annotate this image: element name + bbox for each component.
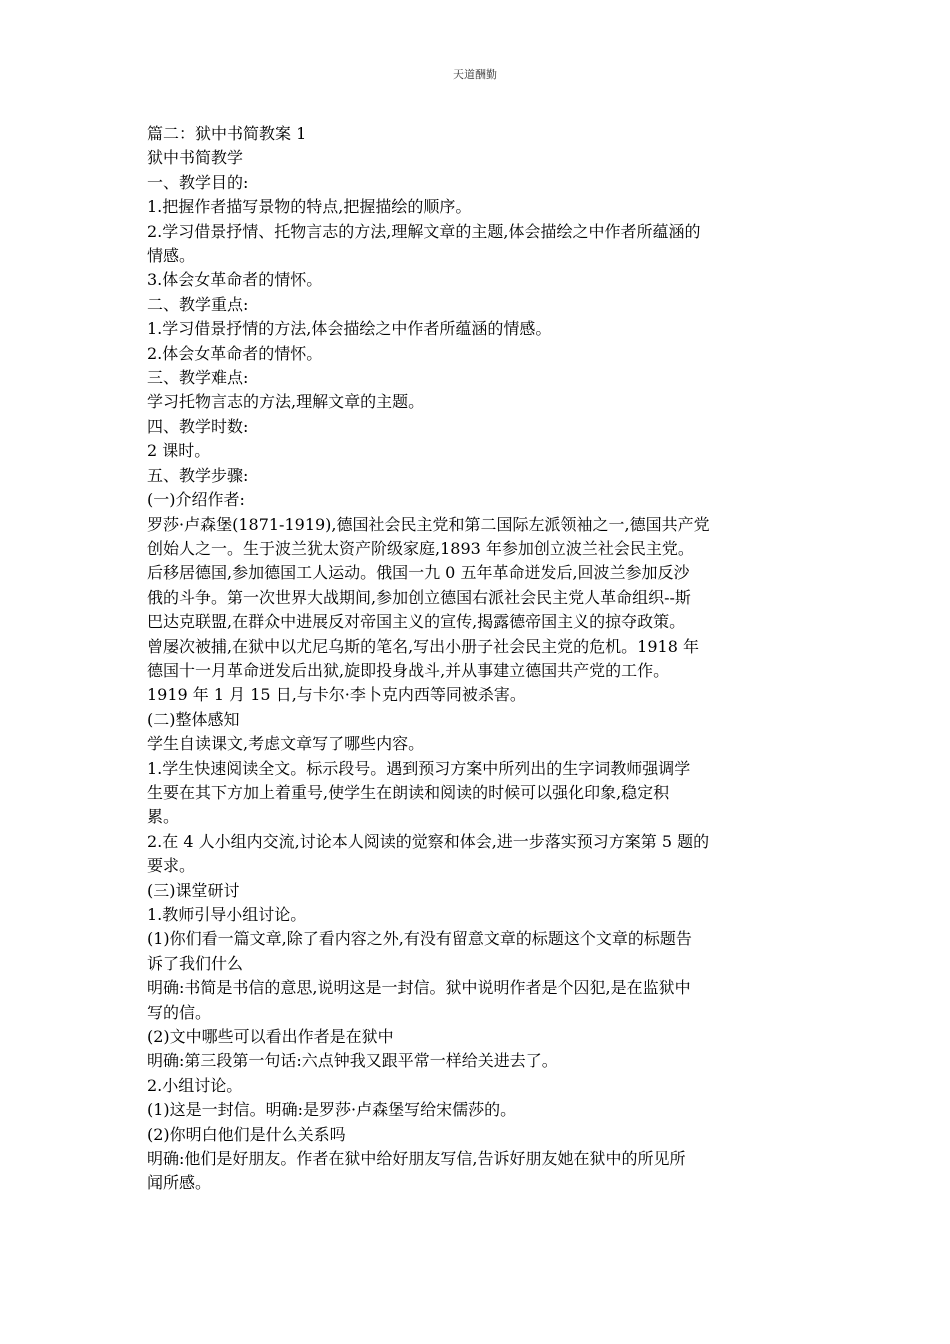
text-line: 诉了我们什么: [147, 953, 244, 973]
section-heading: 一、教学目的:: [147, 172, 249, 192]
page-header: 天道酬勤: [453, 68, 497, 81]
text-line: 2.小组讨论。: [147, 1075, 243, 1095]
text-line: 2.体会女革命者的情怀。: [147, 343, 323, 363]
subsection-heading: (一)介绍作者:: [147, 490, 245, 510]
text-line: 罗莎·卢森堡(1871-1919),德国社会民主党和第二国际左派领袖之一,德国共产党: [147, 514, 710, 534]
text-line: 学生自读课文,考虑文章写了哪些内容。: [147, 734, 425, 754]
text-line: (1)你们看一篇文章,除了看内容之外,有没有留意文章的标题这个文章的标题告: [147, 929, 692, 949]
text-line: 2.学习借景抒情、托物言志的方法,理解文章的主题,体会描绘之中作者所蕴涵的: [147, 221, 701, 241]
text-line: 创始人之一。生于波兰犹太资产阶级家庭,1893 年参加创立波兰社会民主党。: [147, 538, 694, 558]
text-line: 曾屡次被捕,在狱中以尤尼乌斯的笔名,写出小册子社会民主党的危机。1918 年: [147, 636, 699, 656]
text-line: 1.教师引导小组讨论。: [147, 905, 307, 924]
text-line: 俄的斗争。第一次世界大战期间,参加创立德国右派社会民主党人革命组织--斯: [147, 587, 691, 607]
doc-subtitle: 狱中书简教学: [147, 148, 244, 168]
text-line: 学习托物言志的方法,理解文章的主题。: [147, 392, 425, 412]
subsection-heading: (三)课堂研讨: [147, 880, 240, 900]
text-line: 巴达克联盟,在群众中进展反对帝国主义的宣传,揭露德帝国主义的掠夺政策。: [147, 612, 686, 632]
document-body: [147, 122, 807, 1196]
section-heading: 四、教学时数:: [147, 416, 249, 436]
text-line: 情感。: [147, 246, 196, 266]
text-line: 2 课时。: [147, 441, 211, 461]
text-line: 1.学生快速阅读全文。标示段号。遇到预习方案中所列出的生字词教师强调学: [147, 758, 691, 778]
text-line: 德国十一月革命迸发后出狱,旋即投身战斗,并从事建立德国共产党的工作。: [147, 660, 670, 680]
text-line: 1.学习借景抒情的方法,体会描绘之中作者所蕴涵的情感。: [147, 319, 552, 339]
text-line: 明确:第三段第一句话:六点钟我又跟平常一样给关进去了。: [147, 1051, 558, 1071]
doc-title: 篇二：狱中书简教案 1: [147, 124, 307, 143]
subsection-heading: (二)整体感知: [147, 709, 240, 729]
text-line: 1919 年 1 月 15 日,与卡尔·李卜克内西等同被杀害。: [147, 685, 526, 705]
text-line: (2)你明白他们是什么关系吗: [147, 1124, 346, 1144]
section-heading: 五、教学步骤:: [147, 465, 249, 485]
section-heading: 三、教学难点:: [147, 368, 249, 388]
section-heading: 二、教学重点:: [147, 294, 249, 314]
text-line: 后移居德国,参加德国工人运动。俄国一九 0 五年革命迸发后,回波兰参加反沙: [147, 563, 690, 583]
text-line: 要求。: [147, 856, 196, 876]
text-line: 累。: [147, 807, 180, 827]
text-line: 3.体会女革命者的情怀。: [147, 270, 323, 290]
text-line: 1.把握作者描写景物的特点,把握描绘的顺序。: [147, 197, 472, 217]
text-line: 2.在 4 人小组内交流,讨论本人阅读的觉察和体会,进一步落实预习方案第 5 题的: [147, 831, 710, 851]
text-line: 明确:他们是好朋友。作者在狱中给好朋友写信,告诉好朋友她在狱中的所见所: [147, 1149, 686, 1169]
text-line: 明确:书简是书信的意思,说明这是一封信。狱中说明作者是个囚犯,是在监狱中: [147, 978, 691, 998]
text-line: 生要在其下方加上着重号,使学生在朗读和阅读的时候可以强化印象,稳定积: [147, 782, 670, 802]
text-line: (2)文中哪些可以看出作者是在狱中: [147, 1027, 394, 1047]
text-line: 写的信。: [147, 1002, 212, 1022]
text-line: 闻所感。: [147, 1173, 212, 1193]
text-line: (1)这是一封信。明确:是罗莎·卢森堡写给宋儒莎的。: [147, 1100, 517, 1120]
